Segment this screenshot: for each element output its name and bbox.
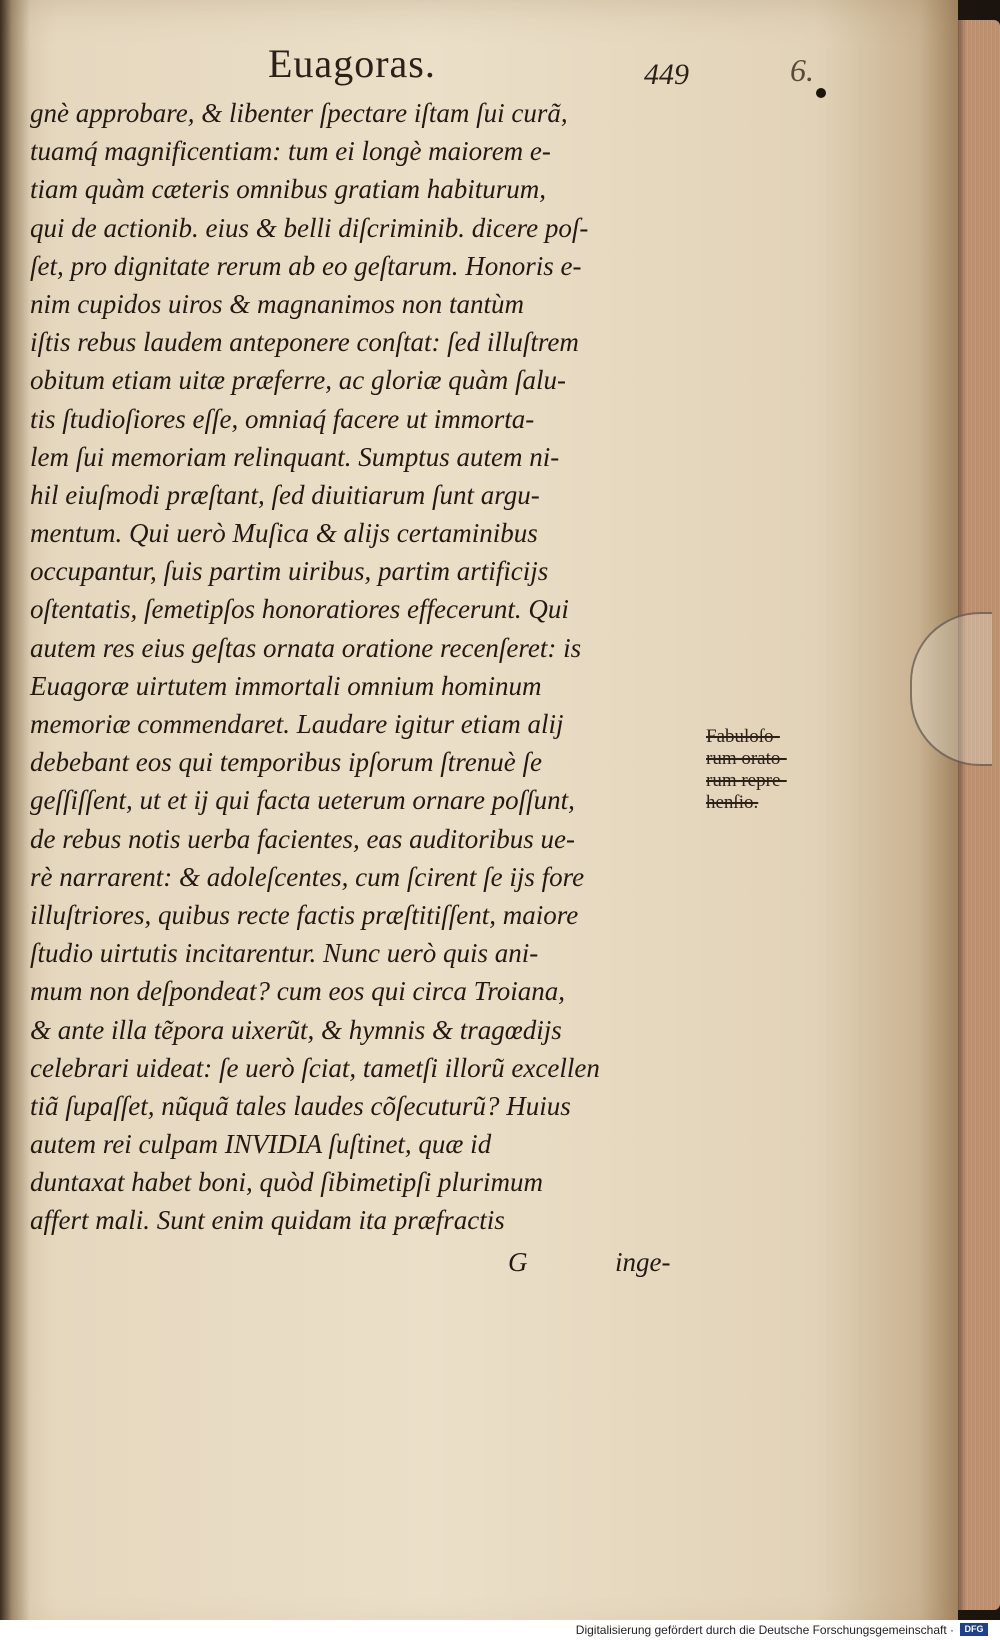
handwritten-corner-mark: 6. bbox=[790, 52, 814, 88]
text-line: rè narrarent: & adoleſcentes, cum ſcirent ſe ijs fore bbox=[30, 861, 585, 892]
text-line: ſet, pro dignitate rerum ab eo geſtarum. Honoris e- bbox=[30, 250, 582, 281]
text-line: mentum. Qui uerò Muſica & alijs certaminibus bbox=[30, 518, 538, 549]
text-line: ſtudio uirtutis incitarentur. Nunc uerò quis ani- bbox=[30, 938, 539, 969]
dfg-logo-icon: DFG bbox=[960, 1623, 988, 1636]
text-line: autem rei culpam INVIDIA ſuſtinet, quæ id bbox=[30, 1129, 492, 1160]
text-line: tiam quàm cæteris omnibus gratiam habiturum, bbox=[30, 174, 547, 205]
text-line: affert mali. Sunt enim quidam ita præfractis bbox=[30, 1205, 505, 1236]
text-line: occupantur, ſuis partim uiribus, partim artificijs bbox=[30, 556, 549, 587]
text-line: de rebus notis uerba facientes, eas auditoribus ue- bbox=[30, 823, 575, 854]
margin-note bbox=[706, 726, 846, 814]
text-line: tuamq́ magnificentiam: tum ei longè maiorem e- bbox=[30, 136, 551, 167]
text-line: geſſiſſent, ut et ij qui facta ueterum ornare poſſunt, bbox=[30, 785, 575, 816]
text-line: celebrari uideat: ſe uerò ſciat, tametſi illorũ excellen bbox=[30, 1052, 600, 1083]
text-line: gnè approbare, & libenter ſpectare iſtam ſui curã, bbox=[30, 98, 568, 128]
page-number: 449 bbox=[644, 58, 689, 91]
text-line: tis ſtudioſiores eſſe, omniaq́ facere ut immorta- bbox=[30, 403, 535, 434]
margin-note-line: Fabuloſo- bbox=[706, 726, 780, 747]
text-line: iſtis rebus laudem anteponere conſtat: ſed illuſtrem bbox=[30, 327, 579, 358]
text-line: oſtentatis, ſemetipſos honoratiores effecerunt. Qui bbox=[30, 594, 569, 625]
text-line: qui de actionib. eius & belli diſcriminib. dicere poſ- bbox=[30, 212, 589, 243]
margin-note-line: rum repre- bbox=[706, 770, 787, 791]
margin-note-line: rum orato- bbox=[706, 748, 787, 769]
text-line: Euagoræ uirtutem immortali omnium hominum bbox=[30, 670, 542, 701]
text-line: autem res eius geſtas ornata oratione recenſeret: is bbox=[30, 632, 582, 663]
text-line: duntaxat habet boni, quòd ſibimetipſi plurimum bbox=[30, 1167, 543, 1198]
fore-edge-shadow bbox=[958, 20, 966, 1610]
ink-dot bbox=[816, 88, 826, 98]
footer-credit: Digitalisierung gefördert durch die Deutsche Forschungsgemeinschaft · bbox=[575, 1623, 954, 1637]
text-line: nim cupidos uiros & magnanimos non tantùm bbox=[30, 288, 525, 319]
signature-mark: G bbox=[508, 1247, 528, 1277]
text-line: lem ſui memoriam relinquant. Sumptus autem ni- bbox=[30, 441, 560, 472]
margin-note-line: henſio. bbox=[706, 792, 759, 813]
text-line: illuſtriores, quibus recte factis præſtitiſſent, maiore bbox=[30, 899, 579, 930]
text-line: memoriæ commendaret. Laudare igitur etiam alij bbox=[30, 709, 564, 739]
footer-bar bbox=[0, 1620, 1000, 1640]
catchword: inge- bbox=[615, 1247, 671, 1277]
text-line: & ante illa tẽpora uixerũt, & hymnis & tragœdijs bbox=[30, 1014, 562, 1045]
running-head: Euagoras. bbox=[268, 41, 436, 86]
gutter-shadow bbox=[0, 0, 30, 1640]
text-line: obitum etiam uitæ præferre, ac gloriæ quàm ſalu- bbox=[30, 365, 566, 396]
text-line: hil eiuſmodi præſtant, ſed diuitiarum ſunt argu- bbox=[30, 479, 540, 510]
text-line: mum non deſpondeat? cum eos qui circa Troiana, bbox=[30, 976, 565, 1007]
text-line: debebant eos qui temporibus ipſorum ſtrenuè ſe bbox=[30, 747, 542, 778]
body-text bbox=[30, 94, 720, 1240]
text-line: tiã ſupaſſet, nũquã tales laudes cõſecuturũ? Huius bbox=[30, 1090, 571, 1121]
